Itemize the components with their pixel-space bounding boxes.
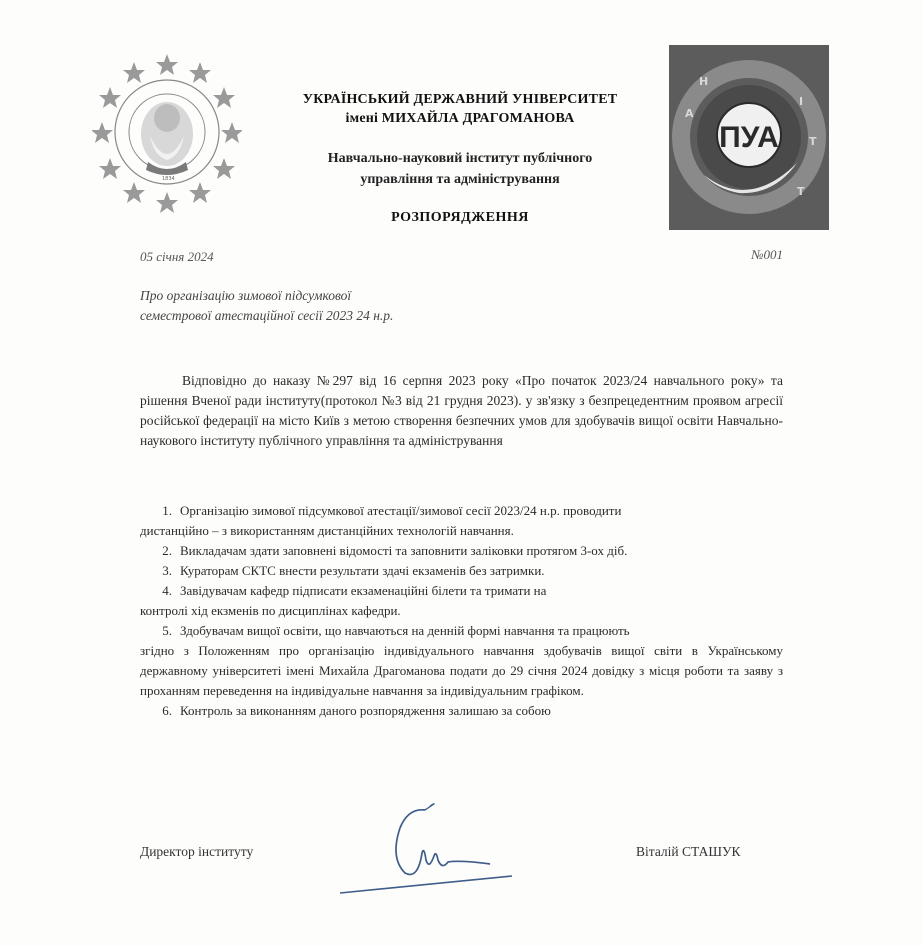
preamble-paragraph — [140, 371, 783, 451]
svg-text:А: А — [685, 107, 694, 120]
order-items-list — [140, 501, 783, 721]
institute-name — [260, 148, 660, 190]
item-number: 6. — [162, 703, 172, 718]
item-text: Здобувачам вищої освіти, що навчаються на денній формі навчання та працюють — [180, 623, 630, 638]
svg-text:І: І — [799, 95, 804, 108]
order-item-6 — [140, 701, 783, 721]
subject-line1: Про організацію зимової підсумкової — [140, 288, 352, 303]
item-text: Організацію зимової підсумкової атестації/зимової сесії 2023/24 н.р. проводити — [180, 503, 622, 518]
order-subject — [140, 286, 540, 326]
order-date: 05 січня 2024 — [140, 249, 214, 264]
handwritten-signature — [330, 798, 515, 908]
emblem-year: 1834 — [162, 176, 175, 182]
document-type-title: РОЗПОРЯДЖЕННЯ — [391, 210, 529, 225]
item-text: Завідувачам кафедр підписати екзаменаційні білети та тримати на — [180, 583, 547, 598]
subject-line2: семестрової атестаційної сесії 2023 24 н.р. — [140, 308, 394, 323]
order-item-5-continuation: згідно з Положенням про організацію індивідуального навчання здобувачів вищої світи в Українському державному університеті імені Михайла Драгоманова подати до 29 січня 2024 довідку з місця роботи та заяву з проханням переведення на індивідуальне навчання за індивідуальним графіком. — [140, 643, 783, 698]
item-number: 4. — [162, 583, 172, 598]
university-name-line2: імені МИХАЙЛА ДРАГОМАНОВА — [345, 111, 575, 126]
order-item-2 — [140, 541, 783, 561]
institute-name-line1: Навчально-науковий інститут публічного — [327, 151, 593, 166]
institute-logo-letters: ПУА — [719, 121, 779, 154]
svg-text:Н: Н — [699, 75, 709, 88]
signatory-role: Директор інституту — [140, 844, 254, 859]
order-item-5 — [140, 621, 783, 641]
order-item-1 — [140, 501, 783, 521]
order-number: №001 — [751, 247, 783, 262]
item-text: Кураторам СКТС внести результати здачі екзаменів без затримки. — [180, 563, 545, 578]
item-number: 5. — [162, 623, 172, 638]
institute-emblem-logo — [669, 45, 829, 230]
university-name — [260, 90, 660, 128]
order-item-3 — [140, 561, 783, 581]
item-text: Викладачам здати заповнені відомості та заповнити заліковки протягом 3-ох діб. — [180, 543, 628, 558]
order-item-4-continuation: контролі хід екзменів по дисциплінах кафедри. — [140, 603, 401, 618]
item-text: Контроль за виконанням даного розпорядження залишаю за собою — [180, 703, 551, 718]
svg-text:Т: Т — [809, 135, 817, 148]
institute-name-line2: управління та адміністрування — [360, 172, 560, 187]
signatory-name: Віталій СТАШУК — [636, 844, 741, 859]
university-emblem-logo — [92, 52, 242, 217]
order-item-4 — [140, 581, 783, 601]
preamble-text: Відповідно до наказу №297 від 16 серпня 2023 року «Про початок 2023/24 навчального року» та рішення Вченої ради інституту(протокол №3 від 21 грудня 2023). у зв'язку з безпрецедентним проявом агресії російської федерації на місто Київ з метою створення безпечних умов для здобувачів вищої освіти Навчально-наукового інституту публічного управління та адміністрування — [140, 373, 783, 448]
item-number: 3. — [162, 563, 172, 578]
order-item-1-continuation: дистанційно – з використанням дистанційних технологій навчання. — [140, 523, 514, 538]
item-number: 1. — [162, 503, 172, 518]
university-name-line1: УКРАЇНСЬКИЙ ДЕРЖАВНИЙ УНІВЕРСИТЕТ — [302, 92, 618, 107]
svg-text:Т: Т — [797, 185, 805, 198]
item-number: 2. — [162, 543, 172, 558]
